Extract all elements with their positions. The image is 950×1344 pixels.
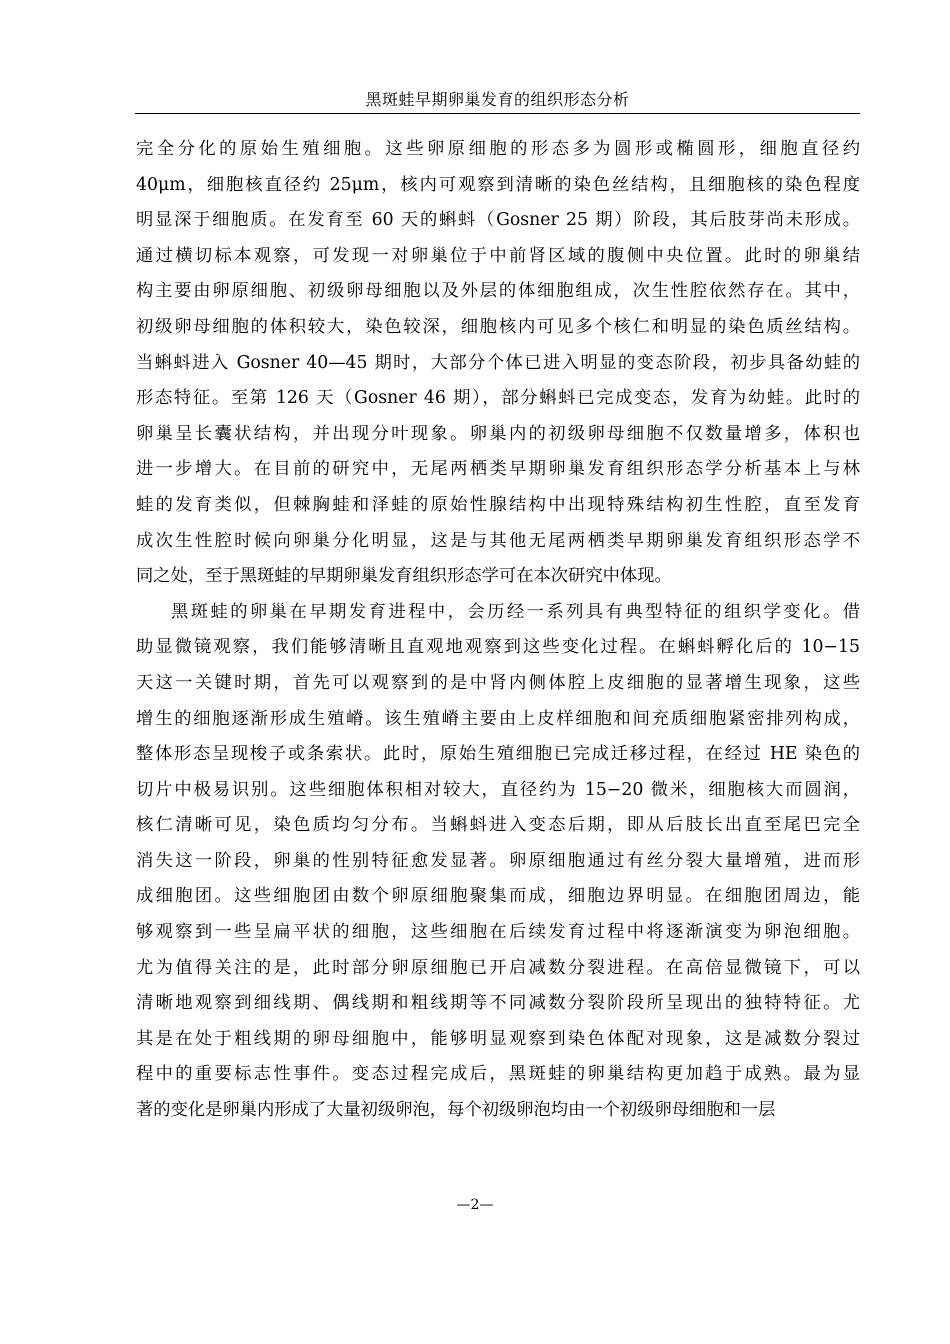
paragraph-line: 切片中极易识别。这些细胞体积相对较大，直径约为 15−20 微米，细胞核大而圆润，	[136, 779, 860, 800]
paragraph-line: 成次生性腔时候向卵巢分化明显，这是与其他无尾两栖类早期卵巢发育组织形态学不	[136, 530, 860, 551]
paragraph-line: 40μm，细胞核直径约 25μm，核内可观察到清晰的染色丝结构，且细胞核的染色程度	[136, 174, 860, 195]
running-header-title: 黑斑蛙早期卵巢发育的组织形态分析	[365, 90, 630, 109]
paragraph-line: 卵巢呈长囊状结构，并出现分叶现象。卵巢内的初级卵母细胞不仅数量增多，体积也	[136, 423, 860, 444]
paragraph-line: 进一步增大。在目前的研究中，无尾两栖类早期卵巢发育组织形态学分析基本上与林	[136, 459, 860, 480]
paragraph-line: 蛙的发育类似，但棘胸蛙和泽蛙的原始性腺结构中出现特殊结构初生性腔，直至发育	[136, 494, 860, 515]
paragraph-line: 初级卵母细胞的体积较大，染色较深，细胞核内可见多个核仁和明显的染色质丝结构。	[136, 316, 860, 337]
paragraph-line: 形态特征。至第 126 天（Gosner 46 期），部分蝌蚪已完成变态，发育为幼蛙。此时的	[136, 388, 860, 409]
paragraph-line: 整体形态呈现梭子或条索状。此时，原始生殖细胞已完成迁移过程，在经过 HE 染色的	[136, 744, 860, 765]
paragraph-line: 程中的重要标志性事件。变态过程完成后，黑斑蛙的卵巢结构更加趋于成熟。最为显	[136, 1064, 860, 1085]
paragraph-line: 完全分化的原始生殖细胞。这些卵原细胞的形态多为圆形或椭圆形，细胞直径约	[136, 139, 860, 159]
paragraph-line: 通过横切标本观察，可发现一对卵巢位于中前肾区域的腹侧中央位置。此时的卵巢结	[136, 245, 860, 266]
paragraph-line: 其是在处于粗线期的卵母细胞中，能够明显观察到染色体配对现象，这是减数分裂过	[136, 1028, 860, 1049]
paragraph-line: 清晰地观察到细线期、偶线期和粗线期等不同减数分裂阶段所呈现出的独特特征。尤	[136, 993, 860, 1014]
paragraph-line: 天这一关键时期，首先可以观察到的是中肾内侧体腔上皮细胞的显著增生现象，这些	[136, 672, 860, 693]
paragraph-line: 当蝌蚪进入 Gosner 40—45 期时，大部分个体已进入明显的变态阶段，初步具备幼蛙的	[136, 352, 860, 373]
paragraph-line: 成细胞团。这些细胞团由数个卵原细胞聚集而成，细胞边界明显。在细胞团周边，能	[136, 886, 860, 907]
paragraph-line: 增生的细胞逐渐形成生殖嵴。该生殖嵴主要由上皮样细胞和间充质细胞紧密排列构成，	[136, 708, 860, 729]
paragraph-line: 明显深于细胞质。在发育至 60 天的蝌蚪（Gosner 25 期）阶段，其后肢芽尚未形成。	[136, 210, 860, 231]
page-number: —2—	[456, 1197, 494, 1213]
paragraph-line: 核仁清晰可见，染色质均匀分布。当蝌蚪进入变态后期，即从后肢长出直至尾巴完全	[136, 815, 860, 836]
body-text	[136, 132, 860, 1129]
paragraph-line: 助显微镜观察，我们能够清晰且直观地观察到这些变化过程。在蝌蚪孵化后的 10−15	[136, 637, 860, 658]
paragraph-line: 黑斑蛙的卵巢在早期发育进程中，会历经一系列具有典型特征的组织学变化。借	[171, 601, 860, 622]
paragraph-line: 够观察到一些呈扁平状的细胞，这些细胞在后续发育过程中将逐渐演变为卵泡细胞。	[136, 922, 860, 943]
paragraph-line: 构主要由卵原细胞、初级卵母细胞以及外层的体细胞组成，次生性腔依然存在。其中，	[136, 281, 860, 302]
paragraph-line: 著的变化是卵巢内形成了大量初级卵泡，每个初级卵泡均由一个初级卵母细胞和一层	[136, 1100, 776, 1121]
paragraph-line: 消失这一阶段，卵巢的性别特征愈发显著。卵原细胞通过有丝分裂大量增殖，进而形	[136, 850, 860, 871]
paragraph-line: 同之处，至于黑斑蛙的早期卵巢发育组织形态学可在本次研究中体现。	[136, 566, 672, 587]
running-header	[135, 88, 860, 114]
paragraph-line: 尤为值得关注的是，此时部分卵原细胞已开启减数分裂进程。在高倍显微镜下，可以	[136, 957, 860, 978]
